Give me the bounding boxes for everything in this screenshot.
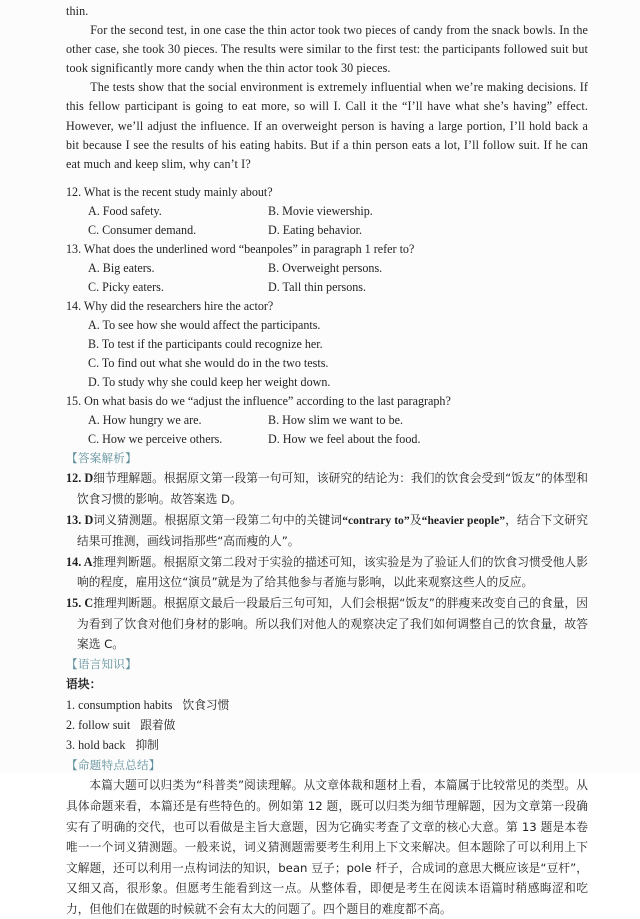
- explanation-12-text: 细节理解题。根据原文第一段第一句可知，该研究的结论为：我们的饮食会受到“饭友”的体型和饮食习惯的影响。故答案选 D。: [77, 471, 588, 506]
- vocab-item-2-english: follow suit: [78, 718, 131, 732]
- question-14: [66, 297, 588, 392]
- question-12-option-d[interactable]: D. Eating behavior.: [268, 222, 363, 237]
- question-12: [66, 183, 588, 240]
- question-14-option-d[interactable]: D. To study why she could keep her weight down.: [88, 374, 331, 389]
- explanation-14: [66, 552, 588, 593]
- section-header-features-summary: 【命题特点总结】: [66, 757, 161, 772]
- question-15-option-d[interactable]: D. How we feel about the food.: [268, 431, 421, 446]
- vocab-item-1-english: consumption habits: [78, 697, 173, 712]
- vocab-item-2-number: 2.: [66, 718, 76, 732]
- explanation-13-keyword-1: “contrary to”: [342, 513, 410, 527]
- explanation-12: [66, 468, 588, 509]
- question-13-option-c[interactable]: C. Picky eaters.: [88, 279, 164, 294]
- explanation-15-label: 15. C: [66, 595, 94, 610]
- question-15: [66, 392, 588, 449]
- explanation-13-text-mid: 及: [409, 512, 422, 527]
- reading-passage: [66, 2, 588, 174]
- question-15-stem: 15. On what basis do we “adjust the influence” according to the last paragraph?: [66, 393, 451, 408]
- question-12-stem: 12. What is the recent study mainly about?: [66, 184, 273, 199]
- question-14-option-c[interactable]: C. To find out what she would do in the two tests.: [88, 355, 329, 370]
- vocab-item-1-number: 1.: [66, 697, 76, 712]
- section-header-answers: 【答案解析】: [66, 450, 137, 465]
- explanation-13-label: 13. D: [66, 512, 94, 527]
- question-12-option-c[interactable]: C. Consumer demand.: [88, 222, 197, 237]
- explanation-13-keyword-2: “heavier people”: [421, 513, 506, 527]
- explanation-13-text-after: ，结合下文研究结果可推测，画线词指那些“高而瘦的人”。: [77, 512, 588, 549]
- question-14-stem: 14. Why did the researchers hire the actor?: [66, 298, 274, 313]
- vocab-item-3-chinese: 抑制: [135, 738, 159, 753]
- vocab-item-2: [66, 715, 588, 735]
- passage-paragraph-conclusion: The tests show that the social environment is extremely influential when we’re making decisions. If this fellow participant is going to eat more, so will I. Call it the “I’ll have what she’s having” effect. However, we’ll adjust the influence. If an overweight person is having a large portion, I’ll hold back a bit because I see the results of his eating habits. But if a thin person eats a lot, I’ll follow suit. If he can eat much and keep slim, why can’t I?: [66, 80, 588, 171]
- passage-question-gap: [66, 174, 588, 178]
- question-12-options-row-2: [66, 221, 588, 240]
- question-12-option-a[interactable]: A. Food safety.: [88, 203, 162, 218]
- question-12-option-b[interactable]: B. Movie viewership.: [268, 203, 373, 218]
- vocab-item-3: [66, 735, 588, 755]
- question-13: [66, 240, 588, 297]
- page-content: [66, 2, 588, 919]
- explanation-13-text-before: 词义猜测题。根据原文第一段第二句中的关键词: [93, 512, 343, 527]
- language-knowledge-subtitle: 语块：: [66, 677, 102, 692]
- question-15-option-b[interactable]: B. How slim we want to be.: [268, 412, 404, 427]
- vocab-item-1-chinese: 饮食习惯: [182, 697, 230, 712]
- explanation-12-label: 12. D: [66, 471, 94, 486]
- question-12-options-row-1: [66, 202, 588, 221]
- question-13-stem: 13. What does the underlined word “beanpoles” in paragraph 1 refer to?: [66, 241, 415, 256]
- question-13-options-row-2: [66, 278, 588, 297]
- question-13-option-a[interactable]: A. Big eaters.: [88, 260, 155, 275]
- question-14-option-b[interactable]: B. To test if the participants could recognize her.: [88, 336, 323, 351]
- question-15-option-a[interactable]: A. How hungry we are.: [88, 412, 202, 427]
- question-15-options-row-2: [66, 430, 588, 449]
- features-summary-text: 本篇大题可以归类为“科普类”阅读理解。从文章体裁和题材上看，本篇属于比较常见的类型。从具体命题来看，本篇还是有些特色的。例如第 12 题，既可以归类为细节理解题，因为文章第一段确实有了明确的交代，也可以看做是主旨大意题，因为它确实考查了文章的核心大意。第 13 题是本卷唯一一个词义猜测题。一般来说，词义猜测题需要考生利用上下文来解决。但本题除了可以利用上下文解题，还可以利用一点构词法的知识，bean 豆子；pole 杆子，合成词的意思大概应该是“豆杆”，又细又高，很形象。但愿考生能看到这一点。从整体看，即便是考生在阅读本语篇时稍感晦涩和吃力，但他们在做题的时候就不会有太大的问题了。四个题目的难度都不高。: [66, 778, 588, 916]
- explanation-15: [66, 593, 588, 655]
- passage-line-continuation: thin.: [66, 4, 89, 18]
- vocab-item-3-english: hold back: [78, 738, 126, 753]
- question-13-options-row-1: [66, 259, 588, 278]
- explanation-14-text: 推理判断题。根据原文第二段对于实验的描述可知，该实验是为了验证人们的饮食习惯受他人影响的程度，雇用这位“演员”就是为了给其他参与者施与影响，以此来观察这些人的反应。: [77, 554, 588, 590]
- vocab-item-1: [66, 695, 588, 715]
- passage-paragraph-second-test: For the second test, in one case the thin actor took two pieces of candy from the snack bowls. In the other case, she took 30 pieces. The results were similar to the first test: the participants followed suit but took significantly more candy when the thin actor took 30 pieces.: [66, 23, 588, 76]
- section-header-language-knowledge: 【语言知识】: [66, 656, 137, 671]
- question-15-options-row-1: [66, 411, 588, 430]
- explanation-13: [66, 510, 588, 552]
- vocab-item-2-chinese: 跟着做: [140, 718, 176, 732]
- question-13-option-b[interactable]: B. Overweight persons.: [268, 260, 383, 275]
- question-15-option-c[interactable]: C. How we perceive others.: [88, 431, 223, 446]
- question-14-option-a[interactable]: A. To see how she would affect the participants.: [88, 317, 321, 332]
- explanation-14-label: 14. A: [66, 554, 93, 569]
- explanation-15-text: 推理判断题。根据原文最后一段最后三句可知，人们会根据“饭友”的胖瘦来改变自己的食量，因为看到了饮食对他们身材的影响。所以我们对他人的观察决定了我们如何调整自己的饮食量，故答案选 C。: [77, 595, 588, 652]
- vocab-item-3-number: 3.: [66, 738, 76, 753]
- question-13-option-d[interactable]: D. Tall thin persons.: [268, 279, 367, 294]
